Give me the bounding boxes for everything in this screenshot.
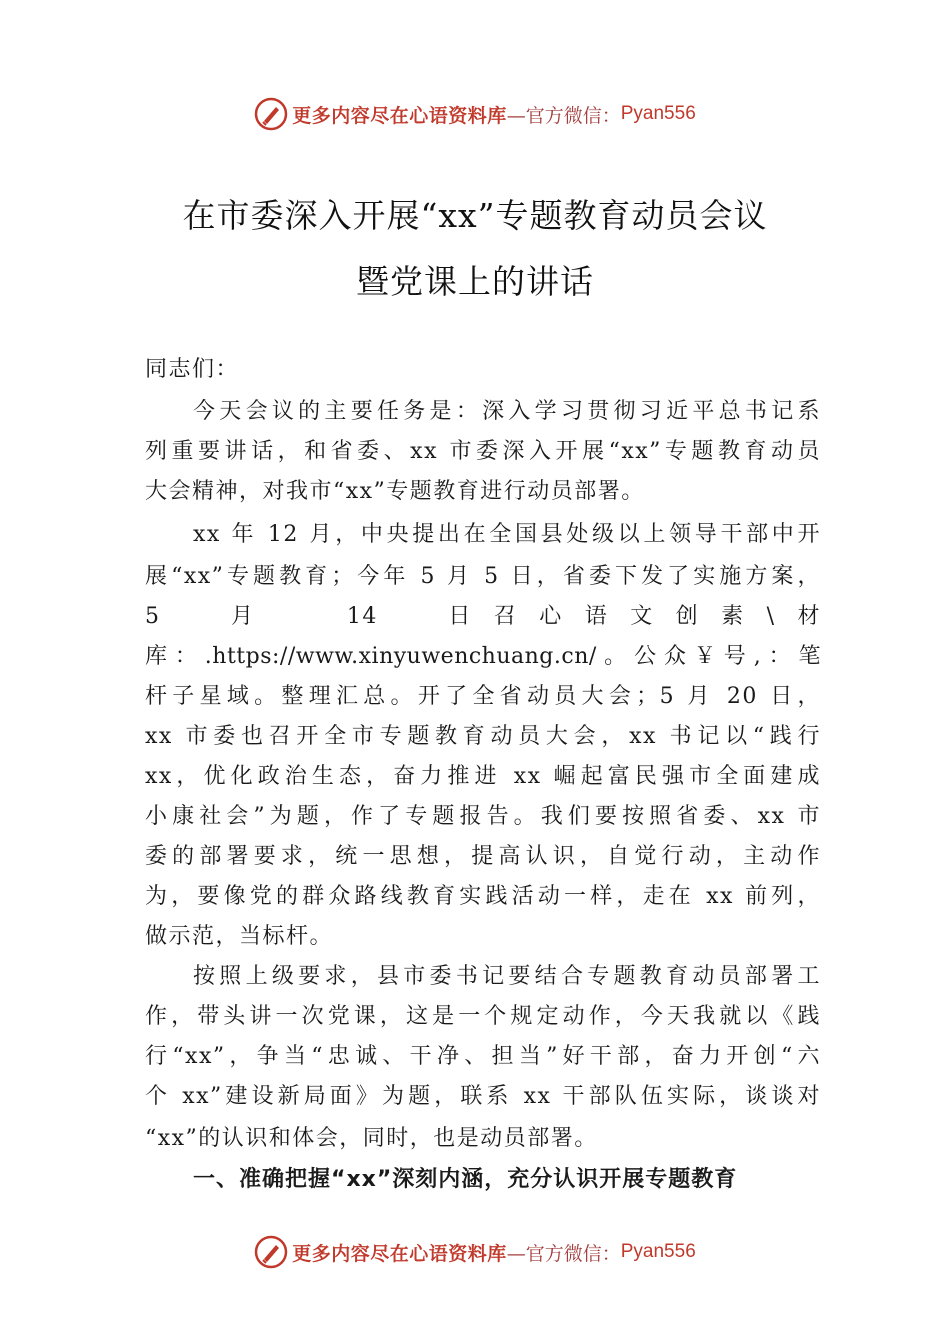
body-line: 小康社会”为题，作了专题报告。我们要按照省委、xx 市 (145, 804, 821, 829)
body-line: 展“xx”专题教育；今年 5 月 5 日，省委下发了实施方案， (145, 564, 821, 589)
body-line: “xx”的认识和体会，同时，也是动员部署。 (145, 1126, 598, 1151)
banner-wechat-id: Pyan556 (620, 103, 696, 124)
body-line: 委的部署要求，统一思想，提高认识，自觉行动，主动作 (145, 844, 821, 869)
body-line: 5 月 14 日召心语文创素\材 (145, 604, 821, 629)
body-line: 列重要讲话，和省委、xx 市委深入开展“xx”专题教育动员 (145, 439, 821, 464)
body-line: 作，带头讲一次党课，这是一个规定动作，今天我就以《践 (145, 1004, 821, 1029)
banner-wechat-label: —官方微信： (506, 104, 621, 127)
document-title-line2: 暨党课上的讲话 (356, 262, 594, 301)
body-line: 为，要像党的群众路线教育实践活动一样，走在 xx 前列， (145, 884, 821, 909)
body-line: 行“xx”，争当“忠诚、干净、担当”好干部，奋力开创“六 (145, 1044, 821, 1069)
document-title-line1: 在市委深入开展“xx”专题教育动员会议 (182, 196, 768, 235)
body-line: xx 年 12 月，中央提出在全国县处级以上领导干部中开 (193, 522, 821, 547)
body-line: 大会精神，对我市“xx”专题教育进行动员部署。 (145, 479, 645, 504)
header-banner (0, 94, 950, 134)
body-line: 做示范，当标杆。 (145, 924, 334, 949)
pen-logo-icon (254, 97, 288, 131)
body-line: xx 市委也召开全市专题教育动员大会，xx 书记以“践行 (145, 724, 821, 749)
body-line: 按照上级要求，县市委书记要结合专题教育动员部署工 (193, 964, 821, 989)
section-heading: 一、准确把握“xx”深刻内涵，充分认识开展专题教育 (193, 1167, 738, 1192)
body-line: 今天会议的主要任务是：深入学习贯彻习近平总书记系 (193, 399, 821, 424)
banner-wechat-id: Pyan556 (620, 1241, 696, 1262)
banner-library-text: 更多内容尽在心语资料库 (292, 104, 507, 127)
footer-banner (0, 1232, 950, 1272)
body-line: 杆子星域。整理汇总。开了全省动员大会；5 月 20 日， (145, 684, 821, 709)
salutation: 同志们： (145, 357, 240, 382)
body-line: 库：.https://www.xinyuwenchuang.cn/。公众￥号,：笔 (145, 644, 821, 669)
pen-logo-icon (254, 1235, 288, 1269)
banner-wechat-label: —官方微信： (506, 1242, 621, 1265)
banner-library-text: 更多内容尽在心语资料库 (292, 1242, 507, 1265)
body-line: 个 xx”建设新局面》为题，联系 xx 干部队伍实际，谈谈对 (145, 1084, 821, 1109)
body-line: xx，优化政治生态，奋力推进 xx 崛起富民强市全面建成 (145, 764, 821, 789)
